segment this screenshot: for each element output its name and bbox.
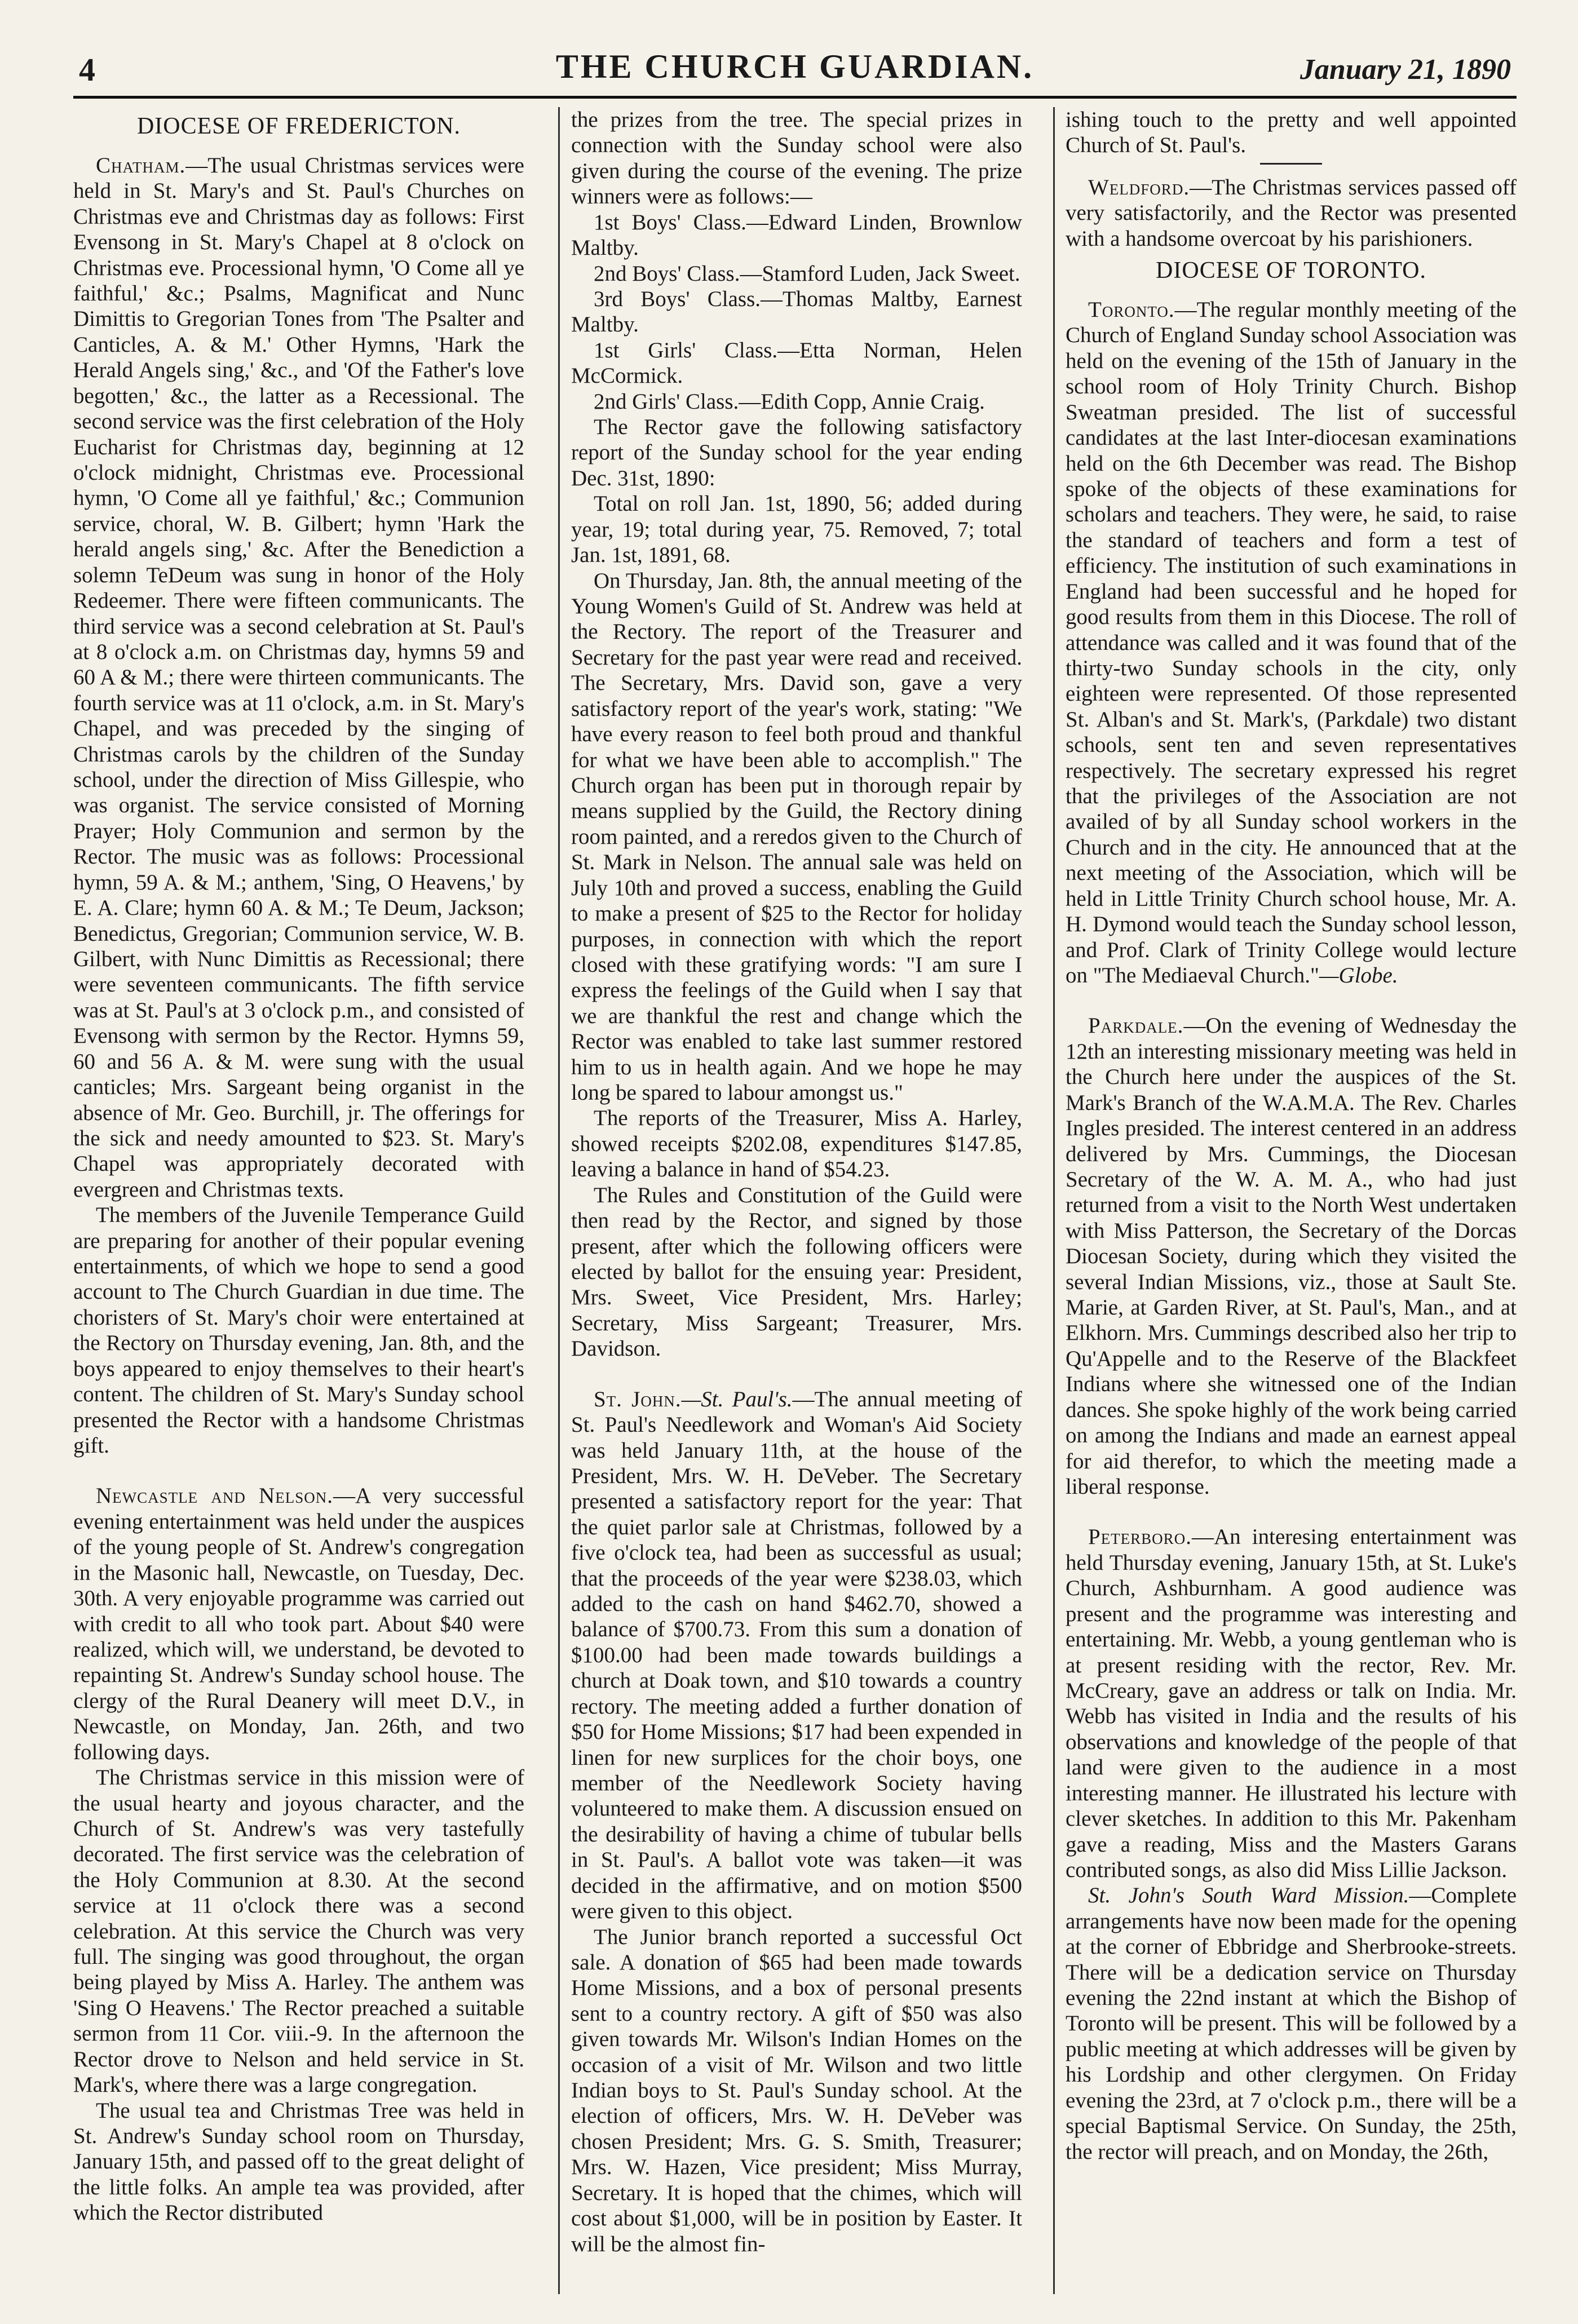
place-lead: Newcastle and Nelson. <box>96 1484 333 1508</box>
article-st-johns-mission <box>1066 1883 1517 2164</box>
article-body: —The annual meeting of St. Paul's Needlework and Woman's Aid Society was held January 11th, at the house of the President, Mrs. W. H. DeVeber. The Secretary presented a satisfactory report for the year: That the quiet parlor sale at Christmas, followed by a five o'clock tea, had been as successful as usual; that the proceeds of the year were $238.03, which added to the cash on hand $462.70, showed a balance of $700.73. From this sum a donation of $100.00 had been made towards buildings a church at Doak town, and $10 towards a country rectory. The meeting added a further donation of $50 for Home Missions; $17 had been expended in linen for new surplices for the choir boys, one member of the Needlework Society having volunteered to make them. A discussion ensued on the desirability of having a chime of tubular bells in St. Paul's. A ballot vote was taken—it was decided in the affirmative, and on motion $500 were given to this object. <box>571 1387 1022 1924</box>
column-3 <box>1066 107 1517 2300</box>
sub-lead: —St. Paul's. <box>681 1387 793 1411</box>
place-lead: Chatham. <box>96 153 186 178</box>
prize-item: 3rd Boys' Class.—Thomas Maltby, Earnest Maltby. <box>571 286 1022 337</box>
article-paragraph: The Christmas service in this mission were of the usual hearty and joyous character, and the Church of St. Andrew's was very tastefully decorated. The first service was the celebration of the Holy Communion at 8.30. At the second service at 11 o'clock there was a second celebration. At this service the Church was very full. The singing was good throughout, the organ being played by Miss A. Harley. The anthem was 'Sing O Heavens.' The Rector preached a suitable sermon from 11 Cor. viii.-9. In the afternoon the Rector drove to Nelson and held service in St. Mark's, where there was a large congregation. <box>73 1765 524 2097</box>
article-paragraph: The members of the Juvenile Temperance Guild are preparing for another of their popular evening entertainments, of which we hope to send a good account to The Church Guardian in due time. The choristers of St. Mary's choir were entertained at the Rectory on Thursday evening, Jan. 8th, and the boys appeared to enjoy themselves to their heart's content. The children of St. Mary's Sunday school presented the Rector with a handsome Christmas gift. <box>73 1203 524 1458</box>
article-paragraph: ishing touch to the pretty and well appointed Church of St. Paul's. <box>1066 108 1517 158</box>
article-paragraph: the prizes from the tree. The special prizes in connection with the Sunday school were also given during the course of the evening. The prize winners were as follows:— <box>571 108 1022 209</box>
column-2 <box>571 107 1022 2300</box>
place-lead: St. John. <box>594 1387 682 1411</box>
article-body: —Complete arrangements have now been made for the opening at the corner of Ebbridge and Sherbrooke-streets. There will be a dedication service on Thursday evening the 22nd instant at which the Bishop of Toronto will be present. This will be followed by a public meeting at which addresses will be given by his Lordship and other clergymen. On Friday evening the 23rd, at 7 o'clock p.m., there will be a special Baptismal Service. On Sunday, the 25th, the rector will preach, and on Monday, the 26th, <box>1066 1883 1517 2164</box>
place-lead: Toronto. <box>1088 298 1175 322</box>
article-body: —The Christmas services passed off very satisfactorily, and the Rector was presented with a handsome overcoat by his parishioners. <box>1066 175 1517 251</box>
column-divider <box>558 107 560 2294</box>
article-paragraph: The reports of the Treasurer, Miss A. Harley, showed receipts $202.08, expenditures $147.85, leaving a balance in hand of $54.23. <box>571 1106 1022 1182</box>
prize-item: 2nd Boys' Class.—Stamford Luden, Jack Sweet. <box>594 261 1020 286</box>
article-parkdale <box>1066 1013 1517 1499</box>
article-toronto <box>1066 297 1517 988</box>
article-paragraph: The Rector gave the following satisfactory report of the Sunday school for the year ending Dec. 31st, 1890: <box>571 415 1022 490</box>
place-lead: Peterboro. <box>1088 1525 1192 1550</box>
source-credit: —Globe. <box>1319 963 1398 988</box>
section-heading: DIOCESE OF TORONTO. <box>1156 258 1426 284</box>
prize-item: 1st Girls' Class.—Etta Norman, Helen McCormick. <box>571 338 1022 388</box>
article-newcastle <box>73 1483 524 1765</box>
prize-item: 1st Boys' Class.—Edward Linden, Brownlow Maltby. <box>571 210 1022 260</box>
article-chatham <box>73 153 524 1202</box>
place-lead: Parkdale. <box>1088 1013 1184 1038</box>
article-paragraph: On Thursday, Jan. 8th, the annual meeting of the Young Women's Guild of St. Andrew was held at the Rectory. The report of the Treasurer and Secretary for the past year were read and received. The Secretary, Mrs. David son, gave a very satisfactory report of the year's work, stating: "We have every reason to feel both proud and thankful for what we have been able to accomplish." The Church organ has been put in thorough repair by means supplied by the Guild, the Rectory dining room painted, and a reredos given to the Church of St. Mark in Nelson. The annual sale was held on July 10th and proved a success, enabling the Guild to make a present of $25 to the Rector for holiday purposes, in connection with which the report closed with these gratifying words: "I am sure I express the feelings of the Guild when I say that we are thankful the rest and change which the Rector was enabled to take last summer restored him to us in health again. And we hope he may long be spared to labour amongst us." <box>571 568 1022 1105</box>
article-st-john <box>571 1387 1022 1924</box>
place-lead: St. John's South Ward Mission. <box>1088 1883 1409 1908</box>
issue-date: January 21, 1890 <box>1299 54 1511 86</box>
article-paragraph: The Rules and Constitution of the Guild were then read by the Rector, and signed by those present, after which the following officers were elected by ballot for the ensuing year: President, Mrs. Sweet, Vice President, Mrs. Harley; Secretary, Miss Sargeant; Treasurer, Mrs. Davidson. <box>571 1183 1022 1361</box>
article-body: —The usual Christmas services were held in St. Mary's and St. Paul's Churches on Christmas eve and Christmas day as follows: First Evensong in St. Mary's Chapel at 8 o'clock on Christmas eve. Processional hymn, 'O Come all ye faithful,' &c.; Psalms, Magnificat and Nunc Dimittis to Gregorian Tones from 'The Psalter and Canticles, A. & M.' Other Hymns, 'Hark the Herald Angels sing,' &c., and 'Of the Father's love begotten,' &c., the latter as a Recessional. The second service was the first celebration of the Holy Eucharist for Christmas day, beginning at 12 o'clock midnight, Christmas eve. Processional hymn, 'O Come all ye faithful,' &c.; Communion service, choral, W. B. Gilbert; hymn 'Hark the herald angels sing,' &c. After the Benediction a solemn TeDeum was sung in honor of the Holy Redeemer. There were fifteen communicants. The third service was a second celebration at St. Paul's at 8 o'clock a.m. on Christmas day, hymns 59 and 60 A & M.; there were thirteen communicants. The fourth service was at 11 o'clock, a.m. in St. Mary's Chapel, and was preceded by the singing of Christmas carols by the children of the Sunday school, under the direction of Miss Gillespie, who was organist. The service consisted of Morning Prayer; Holy Communion and sermon by the Rector. The music was as follows: Processional hymn, 59 A. & M.; anthem, 'Sing, O Heavens,' by E. A. Clare; hymn 60 A. & M.; Te Deum, Jackson; Benedictus, Gregorian; Communion service, W. B. Gilbert, with Nunc Dimittis as Recessional; there were seventeen communicants. The fifth service was at St. Paul's at 3 o'clock p.m., and consisted of Evensong with sermon by the Rector. Hymns 59, 60 and 56 A. & M. were sung with the usual canticles; Mrs. Sargeant being organist in the absence of Mr. Geo. Burchill, jr. The offerings for the sick and needy amounted to $23. St. Mary's Chapel was appropriately decorated with evergreen and Christmas texts. <box>73 153 524 1202</box>
prize-item: 2nd Girls' Class.—Edith Copp, Annie Craig. <box>594 389 985 414</box>
page-header <box>73 34 1517 99</box>
page-number: 4 <box>79 51 95 88</box>
column-divider <box>1053 107 1055 2294</box>
article-paragraph: Total on roll Jan. 1st, 1890, 56; added during year, 19; total during year, 75. Removed, 7; total Jan. 1st, 1891, 68. <box>571 492 1022 568</box>
section-heading: DIOCESE OF FREDERICTON. <box>136 113 461 139</box>
masthead: THE CHURCH GUARDIAN. <box>555 48 1035 85</box>
article-body: —On the evening of Wednesday the 12th an interesting missionary meeting was held in the Church here under the auspices of the St. Mark's Branch of the W.A.M.A. The Rev. Charles Ingles presided. The interest centered in an address delivered by Mrs. Cummings, the Diocesan Secretary of the W. A. M. A., who had just returned from a visit to the North West undertaken with Miss Patterson, the Secretary of the Dorcas Diocesan Society, during which they visited the several Indian Missions, viz., those at Sault Ste. Marie, at Garden River, at St. Paul's, Man., and at Elkhorn. Mrs. Cummings described also her trip to Qu'Appelle and to the Reserve of the Blackfeet Indians where she witnessed one of the Indian dances. She spoke highly of the work being carried on among the Indians and made an earnest appeal for aid therefor, to which the meeting made a liberal response. <box>1066 1013 1517 1499</box>
article-paragraph: The usual tea and Christmas Tree was held in St. Andrew's Sunday school room on Thursday, January 15th, and passed off to the great delight of the little folks. An ample tea was provided, after which the Rector distributed <box>73 2098 524 2225</box>
article-peterboro <box>1066 1524 1517 1883</box>
article-body: —A very successful evening entertainment was held under the auspices of the young people of St. Andrew's congregation in the Masonic hall, Newcastle, on Tuesday, Dec. 30th. A very enjoyable programme was carried out with credit to all who took part. About $40 were realized, which will, we understand, be devoted to repainting St. Andrew's Sunday school house. The clergy of the Rural Deanery will meet D.V., in Newcastle, on Monday, Jan. 26th, and two following days. <box>73 1484 524 1764</box>
divider <box>1260 163 1322 165</box>
article-paragraph: The Junior branch reported a successful Oct sale. A donation of $65 had been made towards Home Missions, and a box of personal presents sent to a country rectory. A gift of $50 was also given towards Mr. Wilson's Indian Homes on the occasion of a visit of Mr. Wilson and two little Indian boys to St. Paul's Sunday school. At the election of officers, Mrs. W. H. DeVeber was chosen President; Mrs. G. S. Smith, Treasurer; Mrs. W. Hazen, Vice president; Miss Murray, Secretary. It is hoped that the chimes, which will cost about $1,000, will be in position by Easter. It will be the almost fin- <box>571 1924 1022 2256</box>
column-1 <box>73 107 524 2300</box>
article-weldford <box>1066 175 1517 251</box>
place-lead: Weldford. <box>1088 175 1190 200</box>
article-body: —The regular monthly meeting of the Church of England Sunday school Association was held on the evening of the 15th of January in the school room of Holy Trinity Church. Bishop Sweatman presided. The list of successful candidates at the last Inter-diocesan examinations held on the 6th December was read. The Bishop spoke of the objects of these examinations for scholars and teachers. They were, he said, to raise the standard of teachers and form a test of efficiency. The institution of such examinations in England had been successful and he hoped for good results from them in this Diocese. The roll of attendance was called and it was found that of the thirty-two Sunday schools in the city, only eighteen were represented. Of those represented St. Alban's and St. Mark's, (Parkdale) two distant schools, sent ten and seven representatives respectively. The secretary expressed his regret that the privileges of the Association are not availed of by all Sunday school workers in the Church and in the city. He announced that at the next meeting of the Association, which will be held in Little Trinity Church school house, Mr. A. H. Dymond would teach the Sunday school lesson, and Prof. Clark of Trinity College would lecture on "The Mediaeval Church." <box>1066 298 1517 988</box>
article-body: —An interesing entertainment was held Thursday evening, January 15th, at St. Luke's Church, Ashburnham. A good audience was present and the programme was interesting and entertaining. Mr. Webb, a young gentleman who is at present residing with the rector, Rev. Mr. McCreary, gave an address or talk on India. Mr. Webb has visited in India and the results of his observations and knowledge of the people of that land were given to the audience in a most interesting manner. He illustrated his lecture with clever sketches. In addition to this Mr. Pakenham gave a reading, Miss and the Masters Garans contributed songs, as also did Miss Lillie Jackson. <box>1066 1525 1517 1882</box>
